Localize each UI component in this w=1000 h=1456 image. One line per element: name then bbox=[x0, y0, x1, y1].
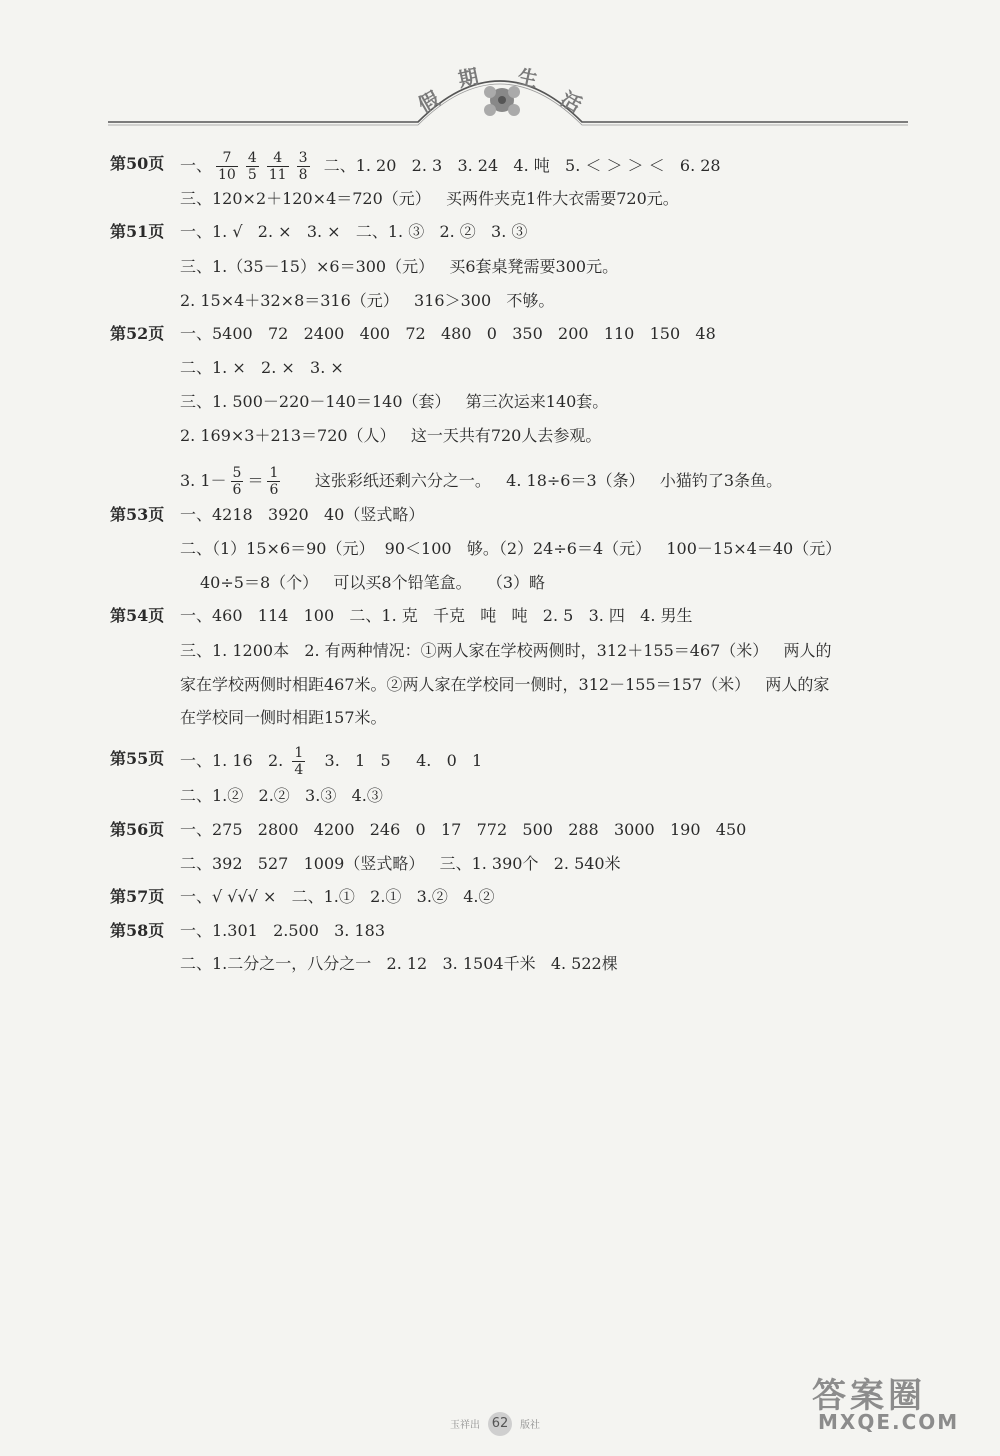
answer-line bbox=[0, 917, 1000, 945]
answer-line bbox=[0, 422, 1000, 450]
fraction bbox=[246, 150, 259, 183]
page-footer bbox=[440, 1410, 560, 1440]
footer-left-text: 玉祥出 bbox=[450, 1420, 480, 1431]
answer-text: 在学校同一侧时相距157米。 bbox=[180, 708, 387, 727]
fraction-numerator: 4 bbox=[267, 150, 289, 167]
answer-text: 2. 15×4＋32×8＝316（元） 316＞300 不够。 bbox=[180, 291, 555, 310]
answer-line bbox=[0, 602, 1000, 630]
answer-text bbox=[180, 150, 721, 183]
answer-text: 一、5400 72 2400 400 72 480 0 350 200 110 150 48 bbox=[180, 324, 716, 343]
fraction bbox=[292, 745, 305, 778]
page-label: 第51页 bbox=[110, 222, 165, 241]
fraction-numerator: 1 bbox=[294, 745, 304, 761]
flower-emblem-icon bbox=[484, 86, 520, 116]
fraction bbox=[216, 150, 238, 183]
fraction-denominator: 8 bbox=[298, 167, 308, 183]
answer-line bbox=[0, 253, 1000, 281]
fraction-numerator: 5 bbox=[232, 465, 242, 481]
answer-line bbox=[0, 782, 1000, 810]
answer-segment: 一、 bbox=[180, 156, 213, 175]
answer-line bbox=[0, 354, 1000, 382]
answer-segment: 二、1. 20 2. 3 3. 24 4. 吨 5. ＜ ＞ ＞ ＜ 6. 28 bbox=[313, 156, 721, 175]
answer-line bbox=[0, 883, 1000, 911]
header-arc-decoration bbox=[0, 0, 1000, 140]
answer-text: 一、√ √√√ × 二、1.① 2.① 3.② 4.② bbox=[180, 887, 495, 906]
answer-segment: 3. 1 5 4. 0 1 bbox=[309, 751, 483, 770]
answer-text bbox=[180, 465, 782, 498]
fraction-numerator: 3 bbox=[298, 150, 308, 166]
answer-text: 二、392 527 1009（竖式略） 三、1. 390个 2. 540米 bbox=[180, 854, 621, 873]
watermark-url: MXQE.COM bbox=[818, 1410, 960, 1434]
answer-line bbox=[0, 637, 1000, 665]
answer-line bbox=[0, 950, 1000, 978]
answer-text: 三、1. 500－220－140＝140（套） 第三次运来140套。 bbox=[180, 392, 609, 411]
header-char-1: 假 bbox=[414, 86, 444, 118]
answer-line bbox=[0, 569, 1000, 597]
answer-text: 三、1.（35－15）×6＝300（元） 买6套桌凳需要300元。 bbox=[180, 257, 619, 276]
answer-line bbox=[0, 320, 1000, 348]
fraction-numerator: 7 bbox=[216, 150, 238, 167]
answer-text: 二、1.② 2.② 3.③ 4.③ bbox=[180, 786, 383, 805]
answer-text: 一、4218 3920 40（竖式略） bbox=[180, 505, 425, 524]
answer-line bbox=[0, 388, 1000, 416]
answer-text: 三、1. 1200本 2. 有两种情况：①两人家在学校两侧时，312＋155＝467（米） 两人的 bbox=[180, 641, 832, 660]
fraction-denominator: 4 bbox=[294, 762, 304, 778]
answer-text: 一、460 114 100 二、1. 克 千克 吨 吨 2. 5 3. 四 4. 男生 bbox=[180, 606, 693, 625]
answer-text: 40÷5＝8（个） 可以买8个铅笔盒。 （3）略 bbox=[200, 573, 546, 592]
answer-text: 2. 169×3＋213＝720（人） 这一天共有720人去参观。 bbox=[180, 426, 602, 445]
answer-line bbox=[0, 671, 1000, 699]
answer-text: 二、1.二分之一，八分之一 2. 12 3. 1504千米 4. 522棵 bbox=[180, 954, 618, 973]
fraction-denominator: 5 bbox=[247, 167, 257, 183]
fraction-denominator: 11 bbox=[268, 167, 287, 183]
page-label: 第55页 bbox=[110, 749, 165, 768]
fraction-denominator: 6 bbox=[269, 482, 279, 498]
answer-text: 二、（1）15×6＝90（元） 90＜100 够。（2）24÷6＝4（元） 100－15×4＝40（元） bbox=[180, 539, 842, 558]
answer-text: 三、120×2＋120×4＝720（元） 买两件夹克1件大衣需要720元。 bbox=[180, 189, 679, 208]
answer-text: 家在学校两侧时相距467米。②两人家在学校同一侧时，312－155＝157（米） 两人的家 bbox=[180, 675, 830, 694]
fraction bbox=[231, 465, 244, 498]
answer-line bbox=[0, 745, 1000, 778]
answer-segment: 一、1. 16 2. bbox=[180, 751, 289, 770]
page-label: 第58页 bbox=[110, 921, 165, 940]
answer-line bbox=[0, 816, 1000, 844]
answer-segment: 3. 1－ bbox=[180, 471, 227, 490]
answer-text bbox=[180, 745, 482, 778]
page-label: 第56页 bbox=[110, 820, 165, 839]
page-label: 第53页 bbox=[110, 505, 165, 524]
answer-line bbox=[0, 150, 1000, 183]
fraction-numerator: 1 bbox=[269, 465, 279, 481]
header-char-3: 生 bbox=[515, 64, 540, 92]
page-header bbox=[0, 0, 1000, 140]
answer-line bbox=[0, 185, 1000, 213]
fraction bbox=[267, 150, 289, 183]
answer-segment: ＝ bbox=[247, 471, 264, 490]
header-char-4: 活 bbox=[556, 86, 586, 118]
answer-line bbox=[0, 850, 1000, 878]
header-char-2: 期 bbox=[456, 64, 481, 92]
answer-text: 一、275 2800 4200 246 0 17 772 500 288 3000 190 450 bbox=[180, 820, 747, 839]
watermark-logo bbox=[802, 1368, 982, 1438]
answer-line bbox=[0, 287, 1000, 315]
fraction-numerator: 4 bbox=[247, 150, 257, 166]
footer-right-text: 版社 bbox=[520, 1420, 540, 1431]
page-number: 62 bbox=[488, 1412, 512, 1436]
answer-segment: 这张彩纸还剩六分之一。 4. 18÷6＝3（条） 小猫钓了3条鱼。 bbox=[284, 471, 783, 490]
fraction bbox=[297, 150, 310, 183]
answer-line bbox=[0, 501, 1000, 529]
answer-text: 一、1.301 2.500 3. 183 bbox=[180, 921, 386, 940]
answer-line bbox=[0, 704, 1000, 732]
answer-line bbox=[0, 535, 1000, 563]
answer-text: 一、1. √ 2. × 3. × 二、1. ③ 2. ② 3. ③ bbox=[180, 222, 528, 241]
page-label: 第54页 bbox=[110, 606, 165, 625]
page-label: 第52页 bbox=[110, 324, 165, 343]
answer-text: 二、1. × 2. × 3. × bbox=[180, 358, 344, 377]
answer-line bbox=[0, 218, 1000, 246]
fraction bbox=[267, 465, 280, 498]
fraction-denominator: 6 bbox=[232, 482, 242, 498]
watermark-title: 答案圈 bbox=[812, 1376, 926, 1416]
page-label: 第50页 bbox=[110, 154, 165, 173]
page-label: 第57页 bbox=[110, 887, 165, 906]
answer-line bbox=[0, 465, 1000, 498]
fraction-denominator: 10 bbox=[218, 167, 236, 183]
